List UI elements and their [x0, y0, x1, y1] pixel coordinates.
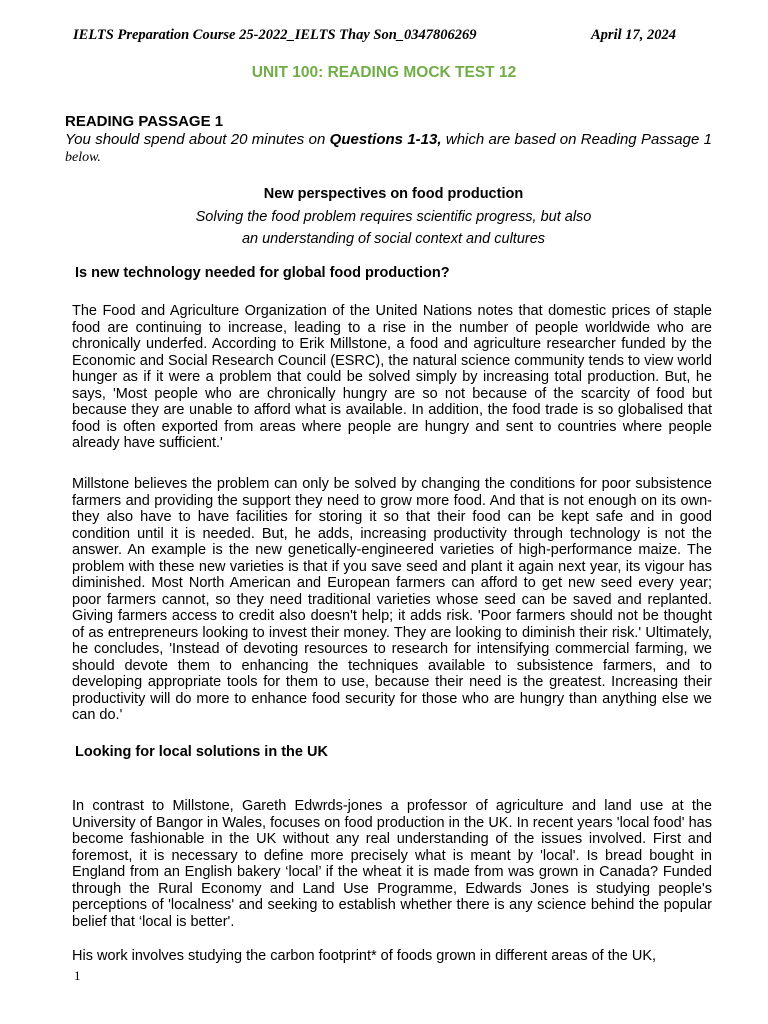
paragraph-4: His work involves studying the carbon footprint* of foods grown in different areas of the UK, — [72, 948, 657, 964]
header-date: April 17, 2024 — [591, 27, 676, 43]
subtitle-line-2: an understanding of social context and cultures — [241, 231, 546, 247]
instructions-text-after: which are based on Reading Passage 1 — [441, 131, 712, 148]
unit-title: UNIT 100: READING MOCK TEST 12 — [251, 64, 517, 81]
subtitle-line-1: Solving the food problem requires scientific progress, but also — [195, 209, 592, 225]
article-title: New perspectives on food production — [263, 186, 524, 202]
course-title: IELTS Preparation Course 25-2022_IELTS Thay Son_0347806269 — [73, 27, 477, 43]
passage-heading: READING PASSAGE 1 — [65, 113, 224, 130]
instructions-below: below. — [65, 150, 101, 165]
instructions — [65, 131, 712, 166]
page-header — [73, 27, 676, 44]
paragraph-3: In contrast to Millstone, Gareth Edwrds-jones a professor of agriculture and land use at the University of Bangor in Wales, focuses on food production in the UK. In recent years 'local food' has become fashionable in the UK without any real understanding of the issues involved. First and foremost, it is necessary to define more precisely what is meant by 'local'. Is bread bought in England from an English bakery ‘local’ if the wheat it is made from was grown in Canada? Funded through the Rural Economy and Land Use Programme, Edwards Jones is studying people's perceptions of 'localness' and seeking to establish whether there is any science behind the popular belief that ‘local is better'. — [72, 798, 712, 930]
page-number: 1 — [74, 968, 81, 983]
instructions-questions: Questions 1-13, — [329, 131, 442, 148]
article-subtitle — [0, 206, 768, 250]
paragraph-2: Millstone believes the problem can only be solved by changing the conditions for poor subsistence farmers and providing the support they need to grow more food. And that is not enough on its own-they also have to have facilities for storing it so that their food can be kept safe and in good condition until it is needed. But, he adds, increasing productivity through technology is not the answer. An example is the new genetically-engineered varieties of high-performance maize. The problem with these new varieties is that if you save seed and plant it again next year, its vigour has diminished. Most North American and European farmers can afford to get new seed every year; poor farmers cannot, so they need traditional varieties whose seed can be saved and replanted. Giving farmers access to credit also doesn't help; it adds risk. 'Poor farmers should not be thought of as entrepreneurs looking to invest their money. They are looking to diminish their risk.' Ultimately, he concludes, 'Instead of devoting resources to research for intensifying commercial farming, we should devote them to enhancing the techniques available to subsistence farmers, and to developing appropriate tools for them to use, because their need is the greatest. Increasing their productivity will do more to enhance food security for those who are hungry than anything else we can do.' — [72, 476, 712, 723]
instructions-text-before: You should spend about 20 minutes on — [65, 131, 330, 148]
paragraph-1: The Food and Agriculture Organization of the United Nations notes that domestic prices of staple food are continuing to increase, leading to a rise in the number of people worldwide who are chronically underfed. According to Erik Millstone, a food and agriculture researcher funded by the Economic and Social Research Council (ESRC), the natural science community tends to view world hunger as if it were a problem that could be solved simply by increasing total production. But, he says, 'Most people who are chronically hungry are so not because of the scarcity of food but because they are unable to afford what is available. In addition, the food trade is so globalised that food is often exported from areas where people are hungry and sent to countries where people already have sufficient.' — [72, 303, 712, 451]
section-heading-local-solutions: Looking for local solutions in the UK — [75, 744, 328, 760]
section-heading-technology: Is new technology needed for global food production? — [75, 265, 450, 281]
